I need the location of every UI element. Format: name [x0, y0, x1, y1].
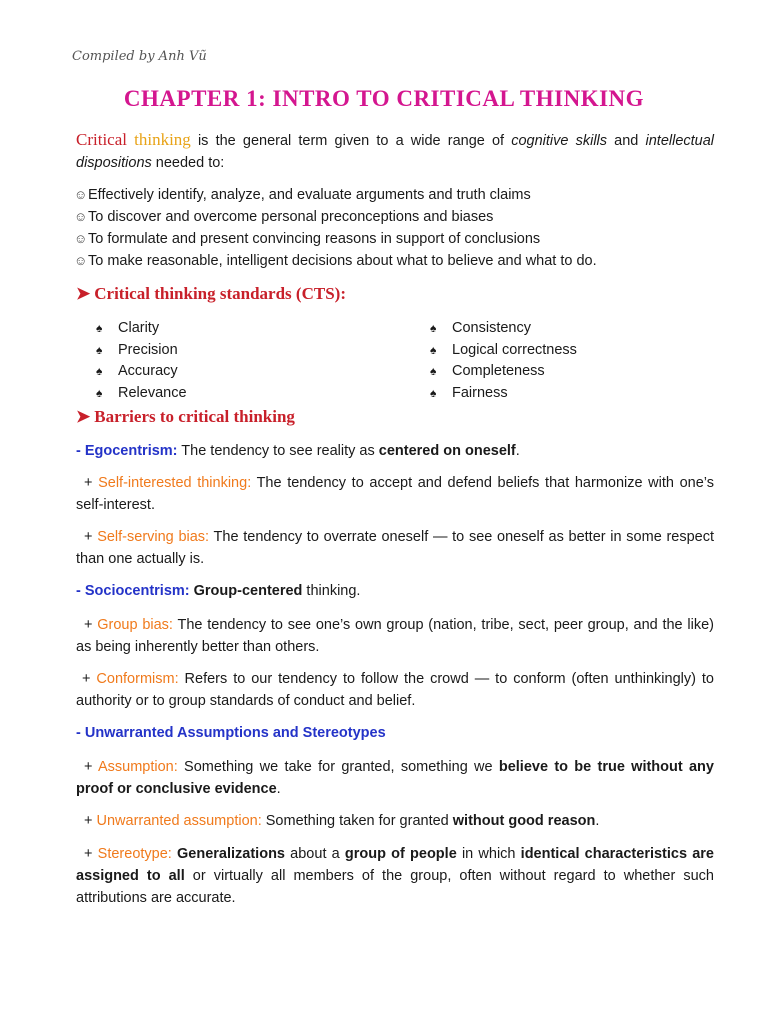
- cts-item: Accuracy: [118, 363, 178, 379]
- group-bias-paragraph: [76, 614, 714, 658]
- bold-text: Generalizations: [171, 846, 285, 862]
- smiley-icon: ☺: [74, 253, 88, 268]
- paragraph-text: The tendency to see one’s own group (nation, tribe, sect, peer group, and the like) as being inherently better than others.: [76, 617, 714, 655]
- stereotype-term: Stereotype:: [97, 846, 172, 862]
- self-interested-term: Self-interested thinking:: [98, 475, 252, 491]
- paragraph-text: about a: [285, 846, 345, 862]
- plus-marker: +: [84, 475, 99, 491]
- paragraph-text: Refers to our tendency to follow the crowd — to conform (often unthinkingly) to authority or to group standards of conduct and belief.: [76, 671, 714, 709]
- cts-left-column: [96, 317, 187, 403]
- paragraph-text: thinking.: [302, 583, 361, 599]
- list-item-text: To make reasonable, intelligent decisions about what to believe and what to do.: [88, 253, 597, 269]
- cts-item: Precision: [118, 341, 178, 358]
- paragraph-text: or virtually all members of the group, often without regard to whether such attributions are accurate.: [76, 868, 714, 906]
- cts-item: Logical correctness: [452, 341, 577, 358]
- egocentrism-term: - Egocentrism:: [76, 443, 178, 459]
- spade-icon: ♠: [96, 321, 103, 335]
- paragraph-text: The tendency to see reality as: [177, 443, 379, 459]
- intro-paragraph: [76, 129, 714, 174]
- paragraph-text: The tendency to accept and defend beliefs that harmonize with one’s self-interest.: [76, 475, 714, 513]
- paragraph-text: in which: [456, 846, 521, 862]
- spade-icon: ♠: [430, 321, 437, 335]
- list-item: [96, 317, 187, 339]
- list-item-text: To discover and overcome personal preconceptions and biases: [88, 209, 494, 225]
- compiled-by-credit: Compiled by Anh Vũ: [72, 49, 207, 64]
- self-serving-term: Self-serving bias:: [97, 529, 210, 545]
- list-item: [74, 250, 714, 272]
- paragraph-text: .: [515, 443, 520, 459]
- spade-icon: ♠: [430, 342, 437, 357]
- bold-text: believe to be true without any proof or conclusive evidence: [76, 759, 714, 797]
- cts-item: Consistency: [452, 320, 531, 336]
- list-item: [74, 206, 714, 228]
- cts-item: Fairness: [452, 384, 508, 401]
- self-serving-paragraph: [76, 526, 714, 570]
- list-item: [430, 339, 577, 361]
- intro-cognitive-skills: cognitive skills: [511, 133, 608, 149]
- intro-text: is the general term given to a wide range of: [190, 133, 512, 149]
- intro-intellectual-dispositions: intellectual dispositions: [76, 133, 715, 171]
- goals-list: [74, 184, 714, 272]
- list-item: [430, 382, 577, 404]
- unwarranted-assumption-term: Unwarranted assumption:: [96, 813, 262, 829]
- sociocentrism-term: - Sociocentrism:: [76, 583, 190, 599]
- cts-heading-text: Critical thinking standards (CTS):: [94, 284, 346, 303]
- unwarranted-assumption-paragraph: [76, 810, 714, 832]
- cts-item: Completeness: [452, 363, 545, 379]
- chapter-title: CHAPTER 1: INTRO TO CRITICAL THINKING: [123, 86, 645, 111]
- list-item: [74, 228, 714, 250]
- stereotype-paragraph: [76, 843, 714, 909]
- cts-item: Clarity: [118, 320, 160, 336]
- bold-text: without good reason: [452, 813, 596, 829]
- spade-icon: ♠: [96, 364, 103, 378]
- list-item: [96, 360, 187, 382]
- unwarranted-heading-text: - Unwarranted Assumptions and Stereotypes: [76, 725, 386, 741]
- plus-marker: +: [84, 529, 98, 545]
- unwarranted-assumptions-heading: [76, 722, 714, 744]
- plus-marker: +: [84, 617, 98, 633]
- assumption-term: Assumption:: [97, 759, 178, 775]
- cts-heading: [76, 283, 346, 305]
- arrow-icon: ➤: [76, 284, 91, 303]
- bold-text: identical characteristics are assigned to all: [76, 846, 714, 884]
- self-interested-paragraph: [76, 472, 714, 516]
- paragraph-text: Something we take for granted, something we: [177, 759, 499, 775]
- smiley-icon: ☺: [74, 231, 88, 246]
- smiley-icon: ☺: [74, 209, 88, 224]
- conformism-paragraph: [76, 668, 714, 712]
- bold-text: group of people: [344, 846, 457, 862]
- list-item: [74, 184, 714, 206]
- term-critical: Critical: [76, 130, 127, 149]
- list-item-text: Effectively identify, analyze, and evaluate arguments and truth claims: [88, 187, 531, 203]
- plus-marker: +: [84, 813, 97, 829]
- cts-item: Relevance: [118, 384, 187, 401]
- list-item: [430, 360, 577, 382]
- arrow-icon: ➤: [76, 407, 91, 426]
- list-item: [430, 317, 577, 339]
- cts-right-column: [430, 317, 577, 403]
- list-item: [96, 382, 187, 404]
- barriers-heading: [76, 406, 295, 428]
- plus-marker: +: [82, 671, 97, 687]
- conformism-term: Conformism:: [96, 671, 179, 687]
- intro-and: and: [607, 133, 646, 149]
- smiley-icon: ☺: [74, 187, 88, 202]
- paragraph-text: .: [595, 813, 600, 829]
- intro-text-end: needed to:: [151, 155, 225, 171]
- plus-marker: +: [84, 759, 98, 775]
- spade-icon: ♠: [430, 364, 437, 378]
- bold-text: Group-centered: [189, 583, 303, 599]
- list-item-text: To formulate and present convincing reasons in support of conclusions: [88, 231, 541, 247]
- plus-marker: +: [84, 846, 98, 862]
- spade-icon: ♠: [430, 385, 437, 400]
- group-bias-term: Group bias:: [97, 617, 173, 633]
- spade-icon: ♠: [96, 342, 103, 357]
- egocentrism-paragraph: [76, 440, 714, 462]
- list-item: [96, 339, 187, 361]
- bold-text: centered on oneself: [378, 443, 516, 459]
- spade-icon: ♠: [96, 385, 103, 400]
- paragraph-text: .: [276, 781, 281, 797]
- term-thinking: thinking: [134, 130, 191, 149]
- paragraph-text: The tendency to overrate oneself — to see oneself as better in some respect than one actually is.: [76, 529, 715, 567]
- paragraph-text: Something taken for granted: [261, 813, 453, 829]
- barriers-heading-text: Barriers to critical thinking: [94, 407, 295, 426]
- assumption-paragraph: [76, 756, 714, 800]
- sociocentrism-paragraph: [76, 580, 714, 602]
